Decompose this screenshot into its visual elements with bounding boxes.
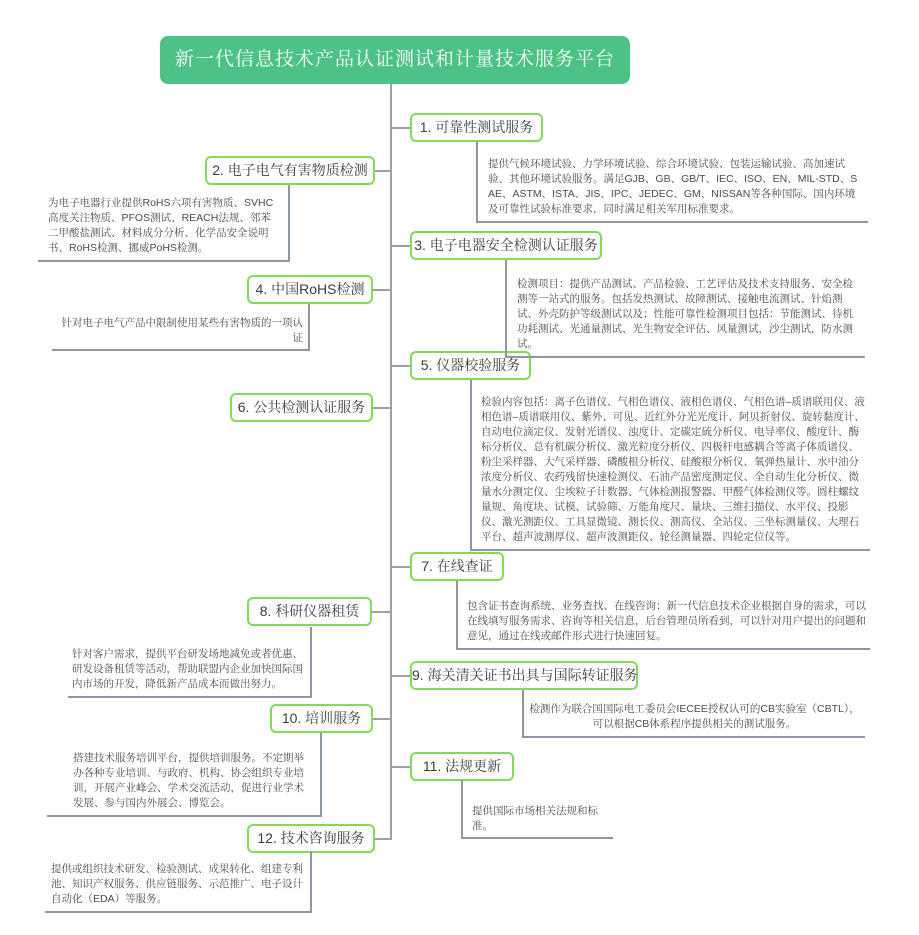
desc-training-service[interactable]: [47, 733, 322, 817]
topic-reliability-testing[interactable]: [410, 113, 543, 142]
desc-text: 包含证书查询系统、业务查找、在线咨询：新一代信息技术企业根据自身的需求，可以在线填写服务需求、咨询等相关信息，后台管理员所看到，可以针对用户提出的问题和意见，通过在线或邮件形式进行快速回复。: [467, 600, 866, 642]
topic-label: 11. 法规更新: [422, 758, 502, 774]
topic-training-service[interactable]: [270, 704, 373, 733]
connector-node-4: [372, 289, 392, 291]
topic-label: 2. 电子电气有害物质检测: [212, 162, 368, 178]
topic-label: 9. 海关清关证书出具与国际转证服务: [412, 667, 638, 683]
desc-safety-certification[interactable]: [505, 260, 865, 358]
desc-hazardous-substance-testing[interactable]: [38, 185, 290, 262]
trunk-line: [390, 84, 392, 840]
topic-label: 10. 培训服务: [281, 710, 362, 726]
connector-node-2: [374, 170, 392, 172]
desc-text: 搭建技术服务培训平台，提供培训服务。不定期举办各种专业培训、与政府、机构、协会组织专业培训，开展产业峰会、学术交流活动，促进行业学术发展、参与国内外展会、博览会。: [73, 752, 304, 809]
topic-label: 6. 公共检测认证服务: [237, 399, 366, 415]
topic-regulation-updates[interactable]: [410, 752, 514, 781]
topic-china-rohs[interactable]: [247, 275, 373, 304]
root-topic[interactable]: [160, 36, 630, 84]
desc-text: 为电子电器行业提供RoHS六项有害物质、SVHC高度关注物质、PFOS测试、REACH法规、邻苯二甲酸盐测试、材料成分分析、化学品安全说明书、RoHS检测、挪威PoHS检测。: [48, 197, 274, 254]
topic-label: 3. 电子电器安全检测认证服务: [414, 237, 598, 253]
desc-text: 针对电子电气产品中限制使用某些有害物质的一项认证: [61, 317, 303, 344]
desc-instrument-rental[interactable]: [68, 627, 312, 698]
connector-node-12: [374, 838, 392, 840]
topic-customs-certificates[interactable]: [410, 661, 638, 690]
topic-label: 4. 中国RoHS检测: [255, 281, 365, 297]
desc-online-verification[interactable]: [456, 581, 870, 650]
connector-node-7: [390, 566, 410, 568]
connector-node-10: [372, 718, 392, 720]
topic-label: 7. 在线查证: [421, 558, 493, 574]
desc-customs-certificates[interactable]: [522, 690, 865, 738]
desc-text: 针对客户需求，提供平台研发场地减免或者优惠、研发设备租赁等活动，帮助联盟内企业加快国际国内市场的开发，降低新产品成本而做出努力。: [72, 648, 303, 690]
topic-technical-consulting[interactable]: [247, 824, 375, 853]
connector-node-5: [390, 365, 410, 367]
desc-text: 检验内容包括：离子色谱仪、气相色谱仪、液相色谱仪、气相色谱–质谱联用仪、液相色谱–质谱联用仪、紫外、可见、近红外分光光度计、阿贝折射仪、旋转黏度计、自动电位滴定仪、发射光谱仪、浊度计、定碳定硫分析仪、电导率仪、酸度计、酶标分析仪、总有机碳分析仪、激光粒度分析仪、四极杆电感耦合等离子体质谱仪、粉尘采样器、大气采样器、磷酸根分析仪、硅酸根分析仪、氧弹热量计、水中油分浓度分析仪、农药残留快速检测仪、石油产品密度测定仪、全自动生化分析仪、微量水分测定仪、尘埃粒子计数器、气体检测报警器、甲醛气体检测仪等。圆柱螺纹量规、角度块、试模、试验筛、万能角度尺、量块、三维扫描仪、水平仪、投影仪、激光测距仪、工具显微镜、测长仪、测高仪、全站仪、三坐标测量仪、大理石平台、超声波测厚仪、超声波测距仪、轮径测量器、四轮定位仪等。: [481, 396, 865, 543]
page-title: 新一代信息技术产品认证测试和计量技术服务平台: [174, 49, 615, 70]
topic-label: 5. 仪器校验服务: [420, 357, 521, 373]
topic-label: 1. 可靠性测试服务: [419, 119, 534, 135]
topic-label: 12. 技术咨询服务: [257, 830, 365, 846]
desc-china-rohs[interactable]: [52, 304, 310, 351]
topic-label: 8. 科研仪器租赁: [259, 603, 360, 619]
topic-online-verification[interactable]: [410, 552, 504, 581]
topic-public-testing-certification[interactable]: [230, 393, 373, 422]
desc-text: 提供气候环境试验、力学环境试验、综合环境试验、包装运输试验、高加速试验、其他环境试验服务。满足GJB、GB、GB/T、IEC、ISO、EN、MIL-STD、SAE、ASTM、ISTA、JIS、IPC、JEDEC、GM、NISSAN等各种国际、国内环境及可靠性试验标准要求，同时满足相关军用标准要求。: [488, 158, 858, 215]
desc-text: 提供或组织技术研发、检验测试、成果转化、组建专利池、知识产权服务、供应链服务、示范推广、电子设计自动化（EDA）等服务。: [51, 863, 303, 905]
topic-instrument-rental[interactable]: [247, 597, 372, 626]
topic-hazardous-substance-testing[interactable]: [205, 156, 375, 185]
desc-text: 检测项目：提供产品测试、产品检验、工艺评估及技术支持服务、安全检测等一站式的服务。包括发热测试、故障测试、接触电流测试、针焰测试、外壳防护等级测试以及；性能可靠性检测项目包括：节能测试、待机功耗测试、光通量测试、光生物安全评估、风量测试，沙尘测试，防水测试。: [517, 278, 853, 350]
desc-instrument-calibration[interactable]: [470, 380, 870, 551]
connector-node-11: [390, 766, 410, 768]
connector-node-9: [390, 675, 410, 677]
connector-node-1: [390, 127, 410, 129]
connector-node-8: [371, 611, 392, 613]
desc-regulation-updates[interactable]: [461, 780, 613, 839]
desc-technical-consulting[interactable]: [45, 852, 312, 913]
topic-safety-certification[interactable]: [410, 231, 602, 260]
desc-reliability-testing[interactable]: [476, 142, 868, 223]
connector-node-6: [372, 407, 392, 409]
desc-text: 检测作为联合国国际电工委员会IECEE授权认可的CB实验室（CBTL），可以根据CB体系程序提供相关的测试服务。: [529, 703, 860, 730]
desc-text: 提供国际市场相关法规和标准。: [472, 805, 598, 832]
connector-node-3: [390, 245, 410, 247]
